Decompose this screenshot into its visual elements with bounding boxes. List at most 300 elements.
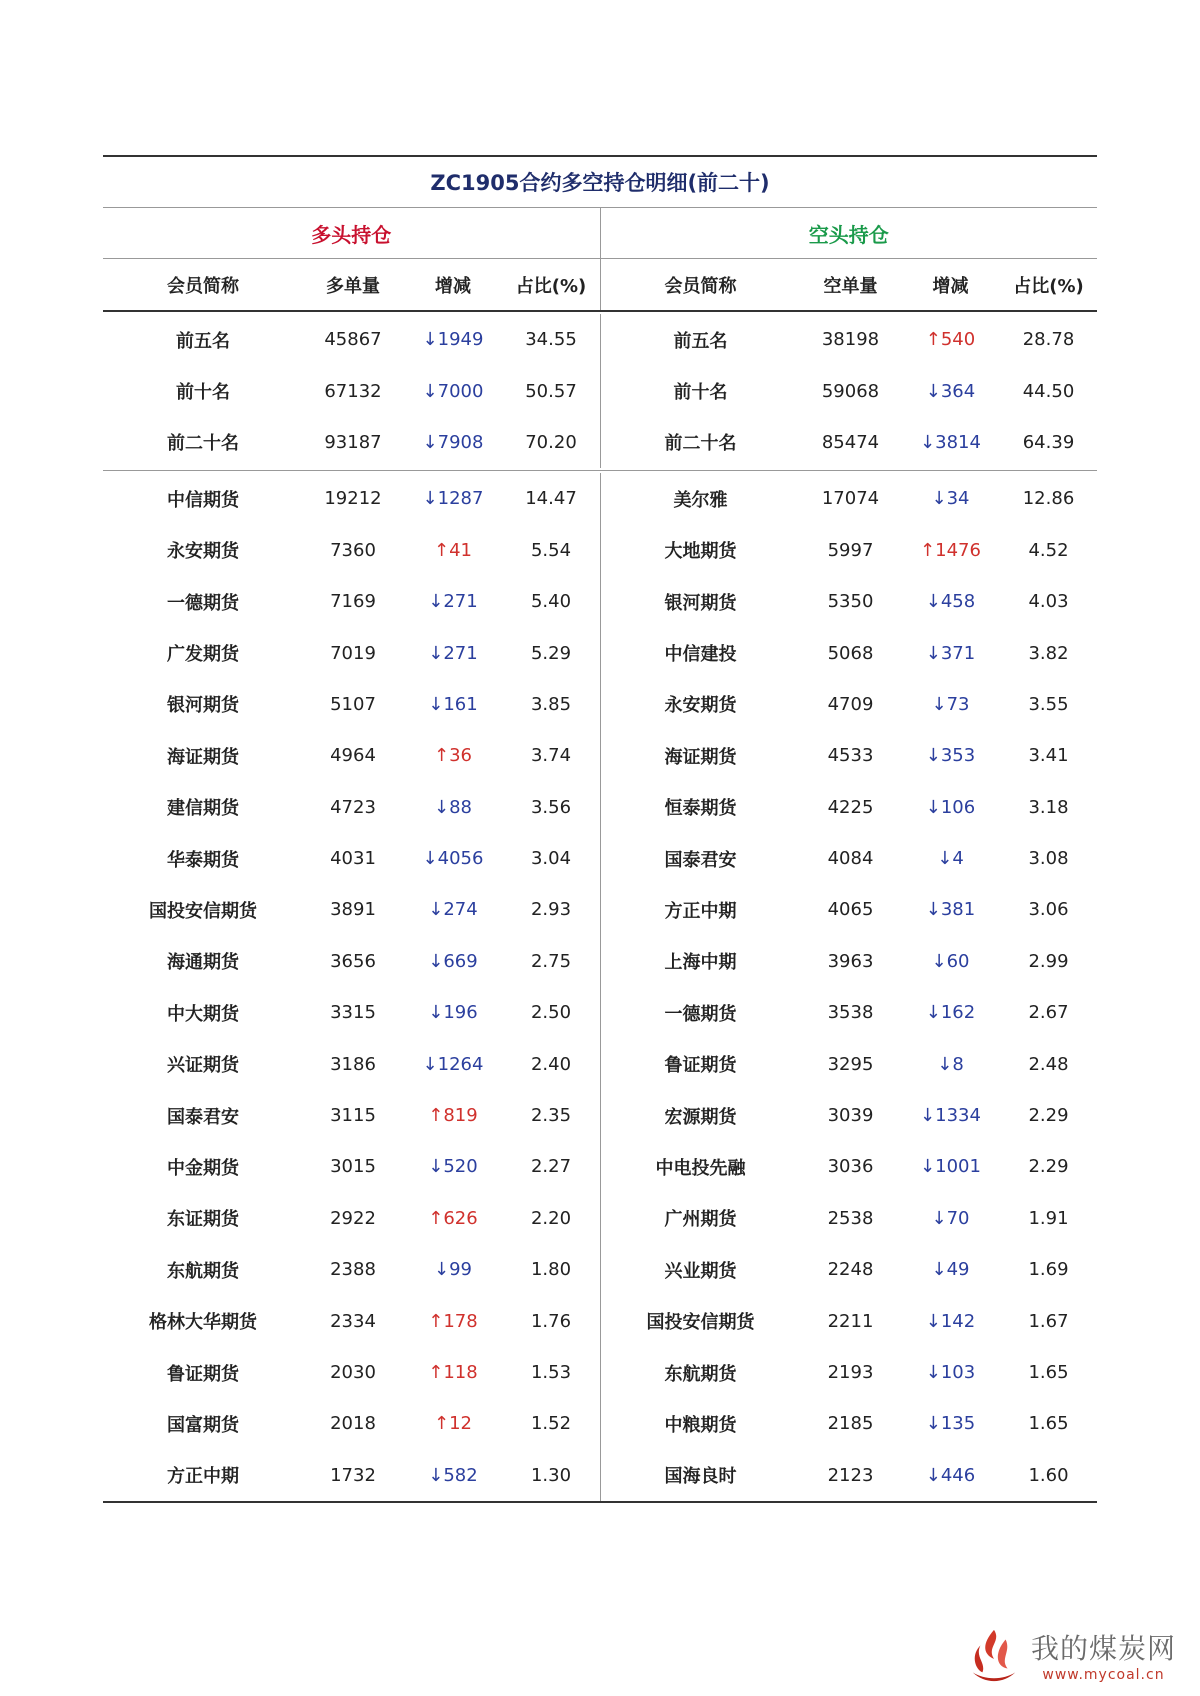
- arrow-down-icon: [423, 432, 438, 453]
- arrow-up-icon: [428, 1362, 443, 1383]
- position-share: 5.29: [530, 642, 572, 664]
- arrow-down-icon: [932, 1208, 947, 1229]
- member-name: 国泰君安: [664, 849, 737, 871]
- change-value: 446: [940, 1464, 976, 1486]
- position-volume: 5107: [330, 693, 376, 715]
- position-volume: 7019: [330, 642, 376, 664]
- arrow-down-icon: [428, 899, 443, 920]
- change-value: 12: [449, 1413, 472, 1435]
- position-share: 2.40: [530, 1053, 572, 1075]
- position-change: [901, 1311, 1001, 1332]
- table-row: [103, 576, 600, 627]
- position-share: 2.99: [1028, 950, 1069, 972]
- change-value: 582: [443, 1464, 478, 1486]
- member-name: 东证期货: [167, 1209, 239, 1231]
- table-row: [103, 1244, 600, 1295]
- change-value: 88: [449, 796, 472, 818]
- position-volume: 3963: [827, 950, 874, 972]
- position-change: [403, 432, 503, 453]
- position-change: [901, 1413, 1001, 1434]
- arrow-down-icon: [926, 1311, 941, 1332]
- col-header-name: 会员简称: [167, 275, 239, 297]
- change-value: 7908: [437, 431, 484, 453]
- arrow-down-icon: [926, 1002, 941, 1023]
- position-volume: 3115: [330, 1105, 376, 1127]
- member-name: 鲁证期货: [167, 1363, 239, 1385]
- change-value: 626: [443, 1207, 478, 1229]
- table-row: [601, 314, 1098, 365]
- position-share: 2.29: [1028, 1156, 1069, 1178]
- arrow-down-icon: [423, 1054, 438, 1075]
- col-header-name: 会员简称: [664, 275, 737, 297]
- member-name: 恒泰期货: [664, 798, 737, 820]
- table-row: [601, 365, 1098, 416]
- position-volume: 3036: [827, 1156, 874, 1178]
- arrow-up-icon: [428, 1208, 443, 1229]
- member-name: 中金期货: [167, 1157, 239, 1179]
- column-headers: [103, 259, 1097, 310]
- member-name: 银河期货: [664, 592, 737, 614]
- position-change: [403, 1465, 503, 1486]
- change-value: 3814: [935, 431, 981, 453]
- arrow-down-icon: [920, 1156, 935, 1177]
- table-row: [601, 833, 1098, 884]
- position-volume: 3315: [330, 1002, 376, 1024]
- position-change: [901, 643, 1001, 664]
- change-value: 1001: [935, 1156, 981, 1178]
- change-value: 8: [952, 1053, 964, 1075]
- table-title: ZC1905合约多空持仓明细(前二十): [430, 171, 770, 195]
- position-share: 28.78: [1022, 329, 1075, 351]
- position-volume: 4709: [827, 693, 874, 715]
- change-value: 353: [940, 745, 976, 767]
- arrow-down-icon: [423, 381, 438, 402]
- position-volume: 45867: [324, 329, 382, 351]
- position-change: [403, 488, 503, 509]
- arrow-down-icon: [926, 1413, 941, 1434]
- member-name: 国海良时: [664, 1466, 737, 1488]
- position-volume: 3186: [330, 1053, 376, 1075]
- change-value: 669: [443, 950, 478, 972]
- table-row: [103, 1347, 600, 1398]
- summary-long: [103, 314, 600, 468]
- short-section-header: 空头持仓: [808, 222, 889, 247]
- table-row: [601, 1244, 1098, 1295]
- position-change: [901, 951, 1001, 972]
- member-name: 中粮期货: [664, 1414, 737, 1436]
- member-name: 前五名: [176, 330, 230, 352]
- position-share: 4.52: [1028, 539, 1069, 561]
- change-value: 1334: [935, 1105, 981, 1127]
- member-name: 前十名: [176, 382, 230, 404]
- position-share: 2.48: [1028, 1053, 1069, 1075]
- table-row: [103, 987, 600, 1038]
- position-share: 70.20: [525, 431, 577, 453]
- position-volume: 4964: [330, 745, 376, 767]
- arrow-up-icon: [428, 1105, 443, 1126]
- table-row: [601, 627, 1098, 678]
- watermark-logo: [965, 1626, 1176, 1684]
- position-volume: 7360: [330, 539, 376, 561]
- arrow-down-icon: [428, 1156, 443, 1177]
- arrow-down-icon: [428, 591, 443, 612]
- table-row: [601, 1398, 1098, 1449]
- position-volume: 2123: [827, 1464, 874, 1486]
- position-change: [901, 1156, 1001, 1177]
- table-row: [601, 1193, 1098, 1244]
- position-volume: 3015: [330, 1156, 376, 1178]
- position-share: 5.40: [530, 591, 572, 613]
- position-volume: 3891: [330, 899, 376, 921]
- position-change: [901, 1054, 1001, 1075]
- col-header-chg: 增减: [435, 275, 471, 297]
- position-share: 4.03: [1028, 591, 1069, 613]
- position-share: 1.52: [530, 1413, 572, 1435]
- table-row: [103, 884, 600, 935]
- position-volume: 2538: [827, 1207, 874, 1229]
- positions-table: [103, 155, 1097, 1503]
- change-value: 60: [946, 950, 970, 972]
- position-share: 3.55: [1028, 693, 1069, 715]
- change-value: 70: [946, 1207, 970, 1229]
- arrow-up-icon: [434, 1413, 449, 1434]
- change-value: 161: [443, 693, 478, 715]
- position-share: 2.35: [530, 1105, 572, 1127]
- table-row: [601, 473, 1098, 524]
- table-row: [103, 1295, 600, 1346]
- arrow-down-icon: [423, 488, 438, 509]
- position-share: 34.55: [525, 329, 577, 351]
- member-name: 宏源期货: [664, 1106, 737, 1128]
- position-volume: 2018: [330, 1413, 376, 1435]
- arrow-down-icon: [428, 1465, 443, 1486]
- position-share: 2.20: [530, 1207, 572, 1229]
- arrow-down-icon: [423, 848, 438, 869]
- position-change: [403, 1208, 503, 1229]
- change-value: 1264: [437, 1053, 484, 1075]
- position-change: [901, 1002, 1001, 1023]
- member-name: 华泰期货: [167, 849, 239, 871]
- position-change: [403, 643, 503, 664]
- position-share: 1.30: [530, 1464, 572, 1486]
- position-change: [901, 591, 1001, 612]
- member-name: 大地期货: [664, 541, 737, 563]
- arrow-down-icon: [937, 848, 952, 869]
- position-change: [901, 745, 1001, 766]
- member-name: 国投安信期货: [646, 1312, 755, 1334]
- change-value: 118: [443, 1362, 478, 1383]
- table-row: [103, 417, 600, 468]
- position-share: 3.18: [1028, 796, 1069, 818]
- member-name: 中信期货: [167, 489, 239, 511]
- change-value: 49: [946, 1259, 970, 1281]
- position-change: [901, 797, 1001, 818]
- member-name: 国泰君安: [167, 1106, 239, 1128]
- col-header-pct: 占比(%): [1013, 275, 1084, 297]
- position-volume: 3656: [330, 950, 376, 972]
- position-volume: 85474: [821, 431, 880, 453]
- change-value: 41: [449, 539, 472, 561]
- member-name: 海证期货: [167, 746, 239, 768]
- member-name: 海通期货: [167, 952, 239, 974]
- position-volume: 3039: [827, 1105, 874, 1127]
- change-value: 103: [940, 1362, 976, 1383]
- position-change: [403, 329, 503, 350]
- position-change: [403, 1002, 503, 1023]
- position-change: [403, 951, 503, 972]
- position-change: [403, 1413, 503, 1434]
- member-name: 国富期货: [167, 1414, 239, 1436]
- member-name: 中信建投: [664, 644, 737, 666]
- change-value: 271: [443, 591, 478, 613]
- arrow-down-icon: [932, 951, 947, 972]
- table-row: [103, 1450, 600, 1501]
- position-share: 64.39: [1022, 431, 1075, 453]
- position-share: 1.60: [1028, 1464, 1069, 1486]
- position-change: [901, 381, 1001, 402]
- members-long: [103, 473, 600, 1501]
- col-header-pct: 占比(%): [515, 275, 587, 297]
- position-change: [901, 329, 1001, 350]
- member-name: 前二十名: [167, 433, 239, 455]
- watermark-name: 我的煤炭网: [1030, 1632, 1176, 1665]
- position-share: 5.54: [530, 539, 572, 561]
- position-volume: 2922: [330, 1207, 376, 1229]
- position-change: [901, 1259, 1001, 1280]
- table-row: [103, 314, 600, 365]
- position-change: [901, 1208, 1001, 1229]
- table-row: [103, 1090, 600, 1141]
- summary-short: [601, 314, 1098, 468]
- member-name: 上海中期: [664, 952, 737, 974]
- change-value: 381: [940, 899, 976, 921]
- position-share: 44.50: [1022, 380, 1075, 402]
- position-volume: 4031: [330, 848, 376, 870]
- position-change: [901, 1362, 1001, 1383]
- position-volume: 2334: [330, 1310, 376, 1332]
- table-row: [103, 365, 600, 416]
- table-row: [103, 525, 600, 576]
- position-volume: 5350: [827, 591, 874, 613]
- table-row: [601, 525, 1098, 576]
- members-short: [601, 473, 1098, 1501]
- arrow-down-icon: [926, 591, 941, 612]
- table-row: [103, 1193, 600, 1244]
- member-name: 中大期货: [167, 1003, 239, 1025]
- member-name: 方正中期: [664, 900, 737, 922]
- arrow-down-icon: [428, 694, 443, 715]
- change-value: 142: [940, 1310, 976, 1332]
- position-share: 1.53: [530, 1362, 572, 1383]
- short-side-headers: [601, 259, 1098, 310]
- col-header-chg: 增减: [932, 275, 969, 297]
- change-value: 4: [952, 848, 964, 870]
- position-change: [403, 797, 503, 818]
- member-name: 东航期货: [167, 1260, 239, 1282]
- change-value: 106: [940, 796, 976, 818]
- member-name: 建信期货: [167, 798, 239, 820]
- arrow-down-icon: [926, 381, 941, 402]
- position-change: [901, 1105, 1001, 1126]
- table-row: [103, 833, 600, 884]
- arrow-down-icon: [920, 1105, 935, 1126]
- arrow-down-icon: [920, 432, 935, 453]
- arrow-down-icon: [434, 797, 449, 818]
- change-value: 162: [940, 1002, 976, 1024]
- position-share: 2.50: [530, 1002, 572, 1024]
- table-row: [103, 473, 600, 524]
- position-volume: 3295: [827, 1053, 874, 1075]
- position-volume: 59068: [821, 380, 880, 402]
- table-row: [103, 1038, 600, 1089]
- arrow-down-icon: [926, 1465, 941, 1486]
- member-name: 银河期货: [167, 695, 239, 717]
- position-volume: 4084: [827, 848, 874, 870]
- position-change: [901, 848, 1001, 869]
- position-share: 14.47: [525, 488, 577, 510]
- position-change: [901, 899, 1001, 920]
- arrow-up-icon: [434, 540, 449, 561]
- table-row: [601, 884, 1098, 935]
- member-name: 国投安信期货: [149, 900, 257, 922]
- position-change: [403, 745, 503, 766]
- position-change: [403, 1259, 503, 1280]
- arrow-down-icon: [932, 1259, 947, 1280]
- member-name: 格林大华期货: [149, 1312, 257, 1334]
- table-row: [601, 1141, 1098, 1192]
- position-volume: 2211: [827, 1310, 874, 1332]
- table-row: [103, 679, 600, 730]
- position-share: 3.74: [530, 745, 572, 767]
- member-name: 美尔雅: [673, 489, 728, 511]
- arrow-down-icon: [932, 488, 947, 509]
- position-change: [403, 1105, 503, 1126]
- arrow-down-icon: [926, 899, 941, 920]
- change-value: 819: [443, 1105, 478, 1127]
- position-volume: 38198: [821, 329, 880, 351]
- position-volume: 93187: [324, 431, 382, 453]
- position-volume: 17074: [821, 488, 880, 510]
- summary-block: [103, 312, 1097, 470]
- table-row: [601, 417, 1098, 468]
- change-value: 99: [449, 1259, 472, 1281]
- position-volume: 2030: [330, 1362, 376, 1383]
- position-change: [901, 432, 1001, 453]
- table-row: [103, 782, 600, 833]
- change-value: 4056: [437, 848, 484, 870]
- member-name: 兴证期货: [167, 1055, 239, 1077]
- change-value: 1476: [935, 539, 981, 561]
- long-section-header: 多头持仓: [311, 222, 392, 247]
- header-row: [601, 259, 1098, 310]
- table-row: [601, 1347, 1098, 1398]
- position-share: 3.08: [1028, 848, 1069, 870]
- arrow-down-icon: [932, 694, 947, 715]
- flame-icon: [965, 1626, 1023, 1684]
- watermark-url: www.mycoal.cn: [1042, 1667, 1165, 1683]
- change-value: 458: [940, 591, 976, 613]
- position-change: [403, 899, 503, 920]
- table-row: [601, 1295, 1098, 1346]
- member-name: 兴业期货: [664, 1260, 737, 1282]
- position-share: 50.57: [525, 380, 577, 402]
- arrow-down-icon: [428, 951, 443, 972]
- position-share: 3.41: [1028, 745, 1069, 767]
- table-row: [601, 1090, 1098, 1141]
- table-row: [103, 1141, 600, 1192]
- table-row: [103, 1398, 600, 1449]
- member-name: 鲁证期货: [664, 1055, 737, 1077]
- arrow-down-icon: [926, 797, 941, 818]
- change-value: 274: [443, 899, 478, 921]
- position-share: 1.67: [1028, 1310, 1069, 1332]
- position-share: 2.27: [530, 1156, 572, 1178]
- member-name: 方正中期: [167, 1466, 239, 1488]
- arrow-down-icon: [428, 1002, 443, 1023]
- arrow-down-icon: [926, 643, 941, 664]
- change-value: 36: [449, 745, 472, 767]
- arrow-down-icon: [926, 1362, 941, 1383]
- position-volume: 2185: [827, 1413, 874, 1435]
- table-row: [601, 576, 1098, 627]
- table-row: [601, 936, 1098, 987]
- position-share: 1.65: [1028, 1362, 1069, 1383]
- table-row: [601, 782, 1098, 833]
- position-change: [403, 1311, 503, 1332]
- position-change: [403, 694, 503, 715]
- member-name: 前十名: [673, 382, 728, 404]
- position-change: [901, 694, 1001, 715]
- position-share: 3.04: [530, 848, 572, 870]
- position-change: [403, 1054, 503, 1075]
- arrow-down-icon: [428, 643, 443, 664]
- change-value: 7000: [437, 380, 484, 402]
- member-name: 前二十名: [664, 433, 737, 455]
- arrow-up-icon: [428, 1311, 443, 1332]
- position-volume: 2248: [827, 1259, 874, 1281]
- member-name: 永安期货: [167, 541, 239, 563]
- position-change: [403, 540, 503, 561]
- position-share: 1.80: [530, 1259, 572, 1281]
- position-change: [403, 848, 503, 869]
- section-headers: [103, 208, 1097, 258]
- position-volume: 4065: [827, 899, 874, 921]
- member-name: 广发期货: [167, 644, 239, 666]
- change-value: 364: [940, 380, 976, 402]
- position-change: [403, 591, 503, 612]
- position-share: 1.76: [530, 1310, 572, 1332]
- position-change: [403, 1362, 503, 1383]
- position-volume: 4225: [827, 796, 874, 818]
- member-name: 一德期货: [167, 592, 239, 614]
- position-share: 1.65: [1028, 1413, 1069, 1435]
- position-share: 1.91: [1028, 1207, 1069, 1229]
- position-change: [901, 1465, 1001, 1486]
- position-share: 3.06: [1028, 899, 1069, 921]
- change-value: 135: [940, 1413, 976, 1435]
- member-name: 一德期货: [664, 1003, 737, 1025]
- change-value: 73: [946, 693, 970, 715]
- position-volume: 5997: [827, 539, 874, 561]
- long-side-headers: [103, 259, 600, 310]
- table-row: [601, 730, 1098, 781]
- arrow-down-icon: [423, 329, 438, 350]
- table-row: [103, 730, 600, 781]
- position-volume: 7169: [330, 591, 376, 613]
- position-volume: 3538: [827, 1002, 874, 1024]
- member-name: 海证期货: [664, 746, 737, 768]
- position-volume: 67132: [324, 380, 382, 402]
